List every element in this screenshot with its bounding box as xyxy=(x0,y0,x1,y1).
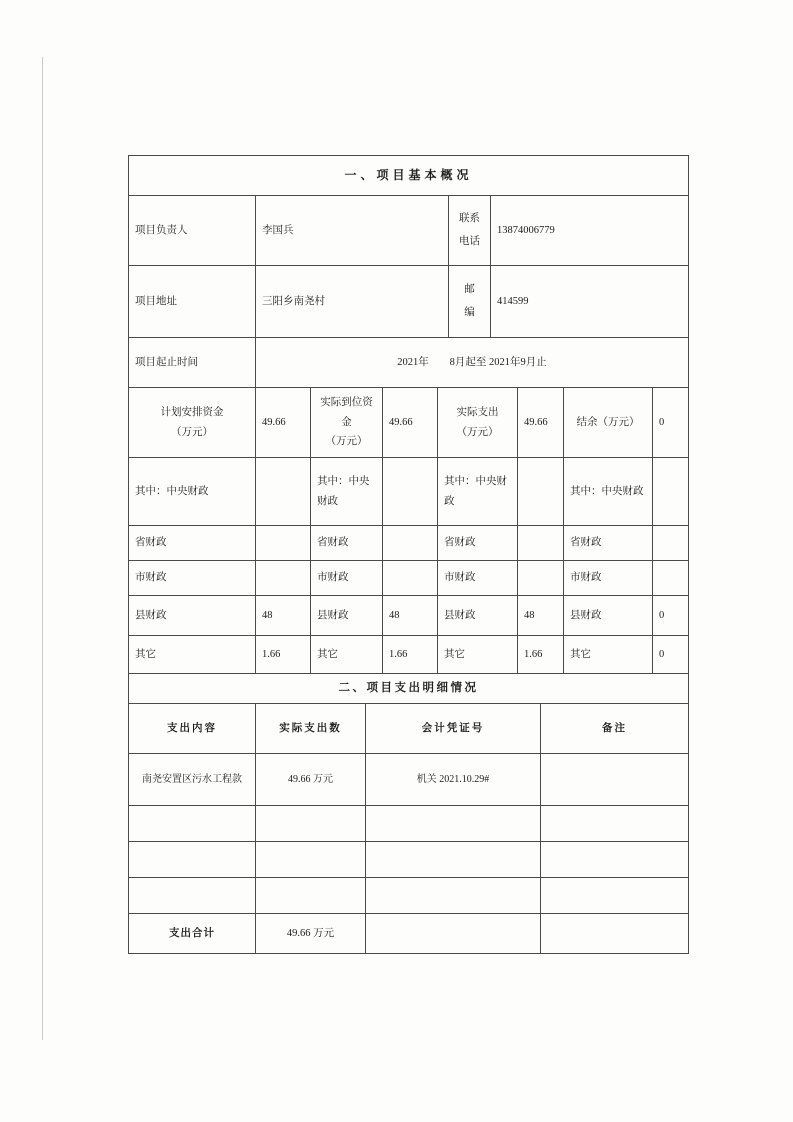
breakdown-county-value-cell: 0 xyxy=(653,596,689,636)
breakdown-central-label-cell: 其中：中央财政 xyxy=(438,458,518,526)
breakdown-other-label-cell: 其它 xyxy=(129,636,256,674)
breakdown-province-label-cell: 省财政 xyxy=(564,526,653,561)
received-funds-label-cell xyxy=(311,388,383,458)
expense-row-amount xyxy=(256,878,366,914)
expense-total-note-cell xyxy=(541,914,689,954)
expense-row-amount xyxy=(256,842,366,878)
breakdown-province-label-cell: 省财政 xyxy=(438,526,518,561)
breakdown-other-label-cell: 其它 xyxy=(564,636,653,674)
address-label-cell: 项目地址 xyxy=(129,266,256,338)
breakdown-city-label-cell: 市财政 xyxy=(129,561,256,596)
breakdown-other-label-cell: 其它 xyxy=(438,636,518,674)
funding-table xyxy=(128,387,689,674)
breakdown-city-label-cell: 市财政 xyxy=(564,561,653,596)
period-label-cell: 项目起止时间 xyxy=(129,338,256,388)
expense-total-voucher-cell xyxy=(366,914,541,954)
spent-funds-value-cell: 49.66 xyxy=(518,388,564,458)
address-value-cell: 三阳乡南尧村 xyxy=(256,266,449,338)
expense-header-amount: 实际支出数 xyxy=(256,704,366,754)
plan-funds-value-cell: 49.66 xyxy=(256,388,311,458)
expense-row-voucher xyxy=(366,806,541,842)
breakdown-province-value-cell xyxy=(383,526,438,561)
expense-row-content: 南尧安置区污水工程款 xyxy=(129,754,256,806)
balance-label-cell: 结余（万元） xyxy=(564,388,653,458)
breakdown-county-value-cell: 48 xyxy=(383,596,438,636)
expense-header-content: 支出内容 xyxy=(129,704,256,754)
phone-value-cell: 13874006779 xyxy=(491,196,689,266)
project-report-table xyxy=(128,155,688,954)
expense-row-voucher: 机关 2021.10.29# xyxy=(366,754,541,806)
plan-funds-label: 计划安排资金 xyxy=(160,407,224,419)
breakdown-county-value-cell: 48 xyxy=(256,596,311,636)
received-funds-value-cell: 49.66 xyxy=(383,388,438,458)
spent-funds-unit: （万元） xyxy=(456,426,499,438)
expense-total-value-cell: 49.66 万元 xyxy=(256,914,366,954)
expense-row-amount: 49.66 万元 xyxy=(256,754,366,806)
postcode-label-cell xyxy=(449,266,491,338)
expense-row-amount xyxy=(256,806,366,842)
phone-label-cell: 联系电话 xyxy=(449,196,491,266)
breakdown-county-label-cell: 县财政 xyxy=(438,596,518,636)
breakdown-other-value-cell: 1.66 xyxy=(383,636,438,674)
basic-info-table xyxy=(128,155,689,388)
breakdown-county-value-cell: 48 xyxy=(518,596,564,636)
breakdown-central-value-cell xyxy=(518,458,564,526)
breakdown-central-label-cell: 其中：中央财政 xyxy=(129,458,256,526)
expense-header-voucher: 会计凭证号 xyxy=(366,704,541,754)
breakdown-city-value-cell xyxy=(383,561,438,596)
breakdown-county-label-cell: 县财政 xyxy=(564,596,653,636)
plan-funds-unit: （万元） xyxy=(171,426,213,438)
breakdown-province-value-cell xyxy=(518,526,564,561)
breakdown-other-label-cell: 其它 xyxy=(311,636,383,674)
breakdown-central-label-cell: 其中：中央财政 xyxy=(311,458,383,526)
breakdown-city-label-cell: 市财政 xyxy=(438,561,518,596)
expense-row-note xyxy=(541,878,689,914)
spent-funds-label: 实际支出 xyxy=(456,407,499,419)
breakdown-central-label-cell: 其中：中央财政 xyxy=(564,458,653,526)
breakdown-central-value-cell xyxy=(383,458,438,526)
plan-funds-label-cell xyxy=(129,388,256,458)
breakdown-other-value-cell: 0 xyxy=(653,636,689,674)
section2-title: 二、项目支出明细情况 xyxy=(129,674,689,704)
expense-row-voucher xyxy=(366,842,541,878)
breakdown-province-label-cell: 省财政 xyxy=(311,526,383,561)
received-funds-label: 实际到位资金 xyxy=(320,397,373,428)
period-value-cell: 2021年 8月起至 2021年9月止 xyxy=(256,338,689,388)
expense-total-label-cell: 支出合计 xyxy=(129,914,256,954)
breakdown-city-value-cell xyxy=(256,561,311,596)
breakdown-city-label-cell: 市财政 xyxy=(311,561,383,596)
expense-detail-table xyxy=(128,673,689,954)
section1-title: 一、项目基本概况 xyxy=(129,156,689,196)
expense-row-note xyxy=(541,754,689,806)
spent-funds-label-cell xyxy=(438,388,518,458)
breakdown-city-value-cell xyxy=(653,561,689,596)
breakdown-county-label-cell: 县财政 xyxy=(129,596,256,636)
expense-row-content xyxy=(129,878,256,914)
leader-value-cell: 李国兵 xyxy=(256,196,449,266)
scan-edge-line xyxy=(42,57,43,1040)
expense-row-note xyxy=(541,806,689,842)
postcode-value-cell: 414599 xyxy=(491,266,689,338)
breakdown-other-value-cell: 1.66 xyxy=(256,636,311,674)
postcode-label: 邮编 xyxy=(464,284,475,318)
expense-header-note: 备注 xyxy=(541,704,689,754)
leader-label-cell: 项目负责人 xyxy=(129,196,256,266)
expense-row-note xyxy=(541,842,689,878)
expense-row-content xyxy=(129,806,256,842)
breakdown-other-value-cell: 1.66 xyxy=(518,636,564,674)
received-funds-unit: （万元） xyxy=(325,436,368,448)
breakdown-city-value-cell xyxy=(518,561,564,596)
breakdown-county-label-cell: 县财政 xyxy=(311,596,383,636)
balance-value-cell: 0 xyxy=(653,388,689,458)
breakdown-central-value-cell xyxy=(256,458,311,526)
breakdown-province-value-cell xyxy=(256,526,311,561)
breakdown-province-label-cell: 省财政 xyxy=(129,526,256,561)
expense-row-voucher xyxy=(366,878,541,914)
expense-row-content xyxy=(129,842,256,878)
breakdown-central-value-cell xyxy=(653,458,689,526)
breakdown-province-value-cell xyxy=(653,526,689,561)
